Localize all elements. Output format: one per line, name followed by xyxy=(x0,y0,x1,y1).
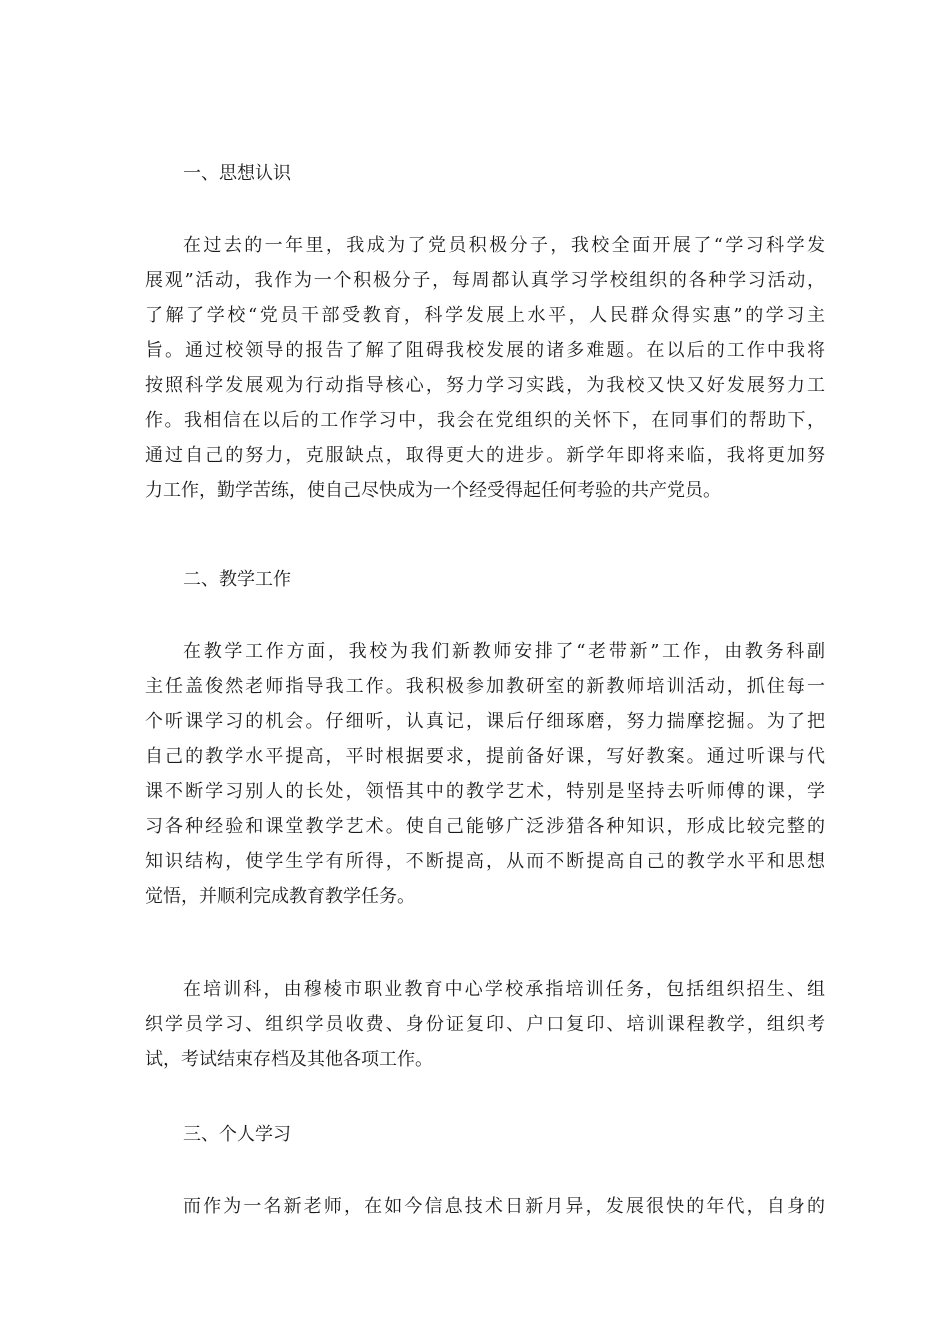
text-line: 觉悟，并顺利完成教育教学任务。 xyxy=(145,886,415,907)
text-line: 课不断学习别人的长处，领悟其中的教学艺术，特别是坚持去听师傅的课，学 xyxy=(145,781,825,802)
text-line: 按照科学发展观为行动指导核心，努力学习实践，为我校又快又好发展努力工 xyxy=(145,375,825,396)
text-line: 在教学工作方面，我校为我们新教师安排了“老带新”工作，由教务科副 xyxy=(183,641,825,662)
text-line: 旨。通过校领导的报告了解了阻碍我校发展的诸多难题。在以后的工作中我将 xyxy=(145,340,825,361)
section-heading: 三、个人学习 xyxy=(183,1124,291,1145)
text-line: 主任盖俊然老师指导我工作。我积极参加教研室的新教师培训活动，抓住每一 xyxy=(145,676,825,697)
text-line: 自己的教学水平提高，平时根据要求，提前备好课，写好教案。通过听课与代 xyxy=(145,746,825,767)
paragraph xyxy=(145,1189,825,1224)
text-line: 了解了学校“党员干部受教育，科学发展上水平，人民群众得实惠”的学习主 xyxy=(145,305,825,326)
text-line: 试，考试结束存档及其他各项工作。 xyxy=(145,1049,433,1070)
text-line: 力工作，勤学苦练，使自己尽快成为一个经受得起任何考验的共产党员。 xyxy=(145,480,721,501)
text-line: 作。我相信在以后的工作学习中，我会在党组织的关怀下，在同事们的帮助下， xyxy=(145,410,825,431)
text-line: 知识结构，使学生学有所得，不断提高，从而不断提高自己的教学水平和思想 xyxy=(145,851,825,872)
section-heading: 一、思想认识 xyxy=(183,163,291,184)
text-line: 在培训科，由穆棱市职业教育中心学校承指培训任务，包括组织招生、组 xyxy=(183,979,825,1000)
text-line: 习各种经验和课堂教学艺术。使自己能够广泛涉猎各种知识，形成比较完整的 xyxy=(145,816,825,837)
text-line: 织学员学习、组织学员收费、身份证复印、户口复印、培训课程教学，组织考 xyxy=(145,1014,825,1035)
section-heading: 二、教学工作 xyxy=(183,569,291,590)
text-line: 个听课学习的机会。仔细听，认真记，课后仔细琢磨，努力揣摩挖掘。为了把 xyxy=(145,711,825,732)
text-line: 在过去的一年里，我成为了党员积极分子，我校全面开展了“学习科学发 xyxy=(183,235,825,256)
paragraph xyxy=(145,228,825,508)
text-line: 展观”活动，我作为一个积极分子，每周都认真学习学校组织的各种学习活动， xyxy=(145,270,825,291)
paragraph xyxy=(145,634,825,914)
paragraph xyxy=(145,972,825,1077)
text-line: 通过自己的努力，克服缺点，取得更大的进步。新学年即将来临，我将更加努 xyxy=(145,445,825,466)
text-line: 而作为一名新老师，在如今信息技术日新月异，发展很快的年代，自身的 xyxy=(183,1196,825,1217)
